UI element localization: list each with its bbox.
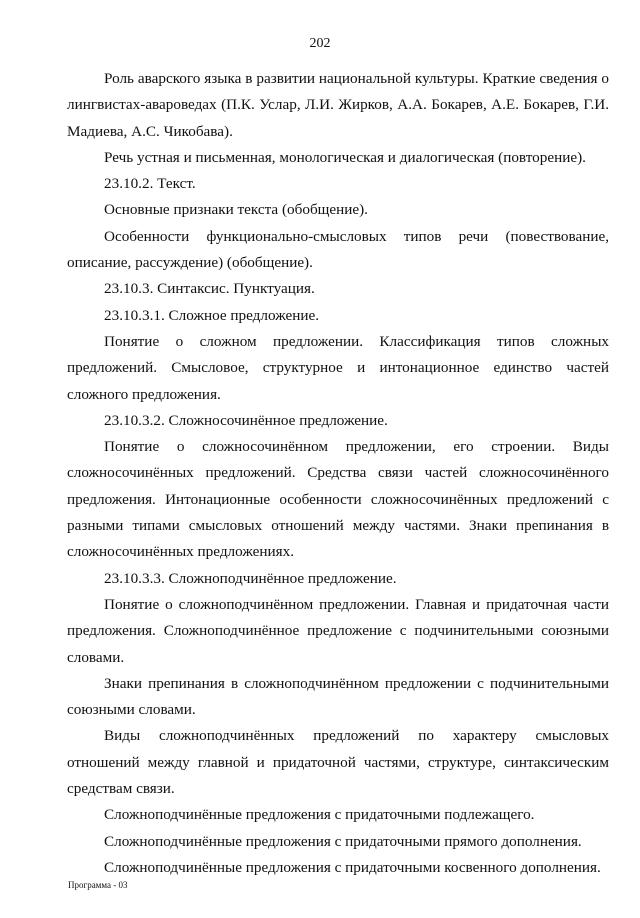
paragraph: Особенности функционально-смысловых типов речи (повествование, описание, рассуждение) (обобщение). bbox=[67, 227, 609, 272]
section-heading: 23.10.3.1. Сложное предложение. bbox=[104, 306, 320, 324]
page-number: 202 bbox=[309, 36, 331, 51]
body-text bbox=[67, 66, 609, 881]
paragraph: Сложноподчинённые предложения с придаточными косвенного дополнения. bbox=[104, 858, 601, 876]
paragraph: Понятие о сложносочинённом предложении, его строении. Виды сложносочинённых предложений. Средства связи частей сложносочинённого предложения. Интонационные особенности сложносочинённых предложений с разными типами смысловых отношений между частями. Знаки препинания в сложносочинённых предложениях. bbox=[67, 438, 609, 561]
section-heading: 23.10.3.2. Сложносочинённое предложение. bbox=[104, 411, 388, 429]
paragraph: Понятие о сложном предложении. Классификация типов сложных предложений. Смысловое, структурное и интонационное единство частей сложного предложения. bbox=[67, 332, 609, 403]
section-heading: 23.10.3. Синтаксис. Пунктуация. bbox=[104, 280, 315, 298]
paragraph: Речь устная и письменная, монологическая и диалогическая (повторение). bbox=[104, 148, 586, 166]
paragraph: Основные признаки текста (обобщение). bbox=[104, 201, 368, 219]
paragraph: Сложноподчинённые предложения с придаточными прямого дополнения. bbox=[104, 832, 582, 850]
section-heading: 23.10.2. Текст. bbox=[104, 175, 196, 193]
paragraph: Роль аварского языка в развитии национальной культуры. Краткие сведения о лингвистах-авароведах (П.К. Услар, Л.И. Жирков, А.А. Бокарев, А.Е. Бокарев, Г.И. Мадиева, А.С. Чикобава). bbox=[67, 70, 609, 140]
section-heading: 23.10.3.3. Сложноподчинённое предложение. bbox=[104, 569, 397, 587]
paragraph: Знаки препинания в сложноподчинённом предложении с подчинительными союзными словами. bbox=[67, 674, 609, 719]
paragraph: Виды сложноподчинённых предложений по характеру смысловых отношений между главной и придаточной частями, структуре, синтаксическим средствам связи. bbox=[67, 727, 609, 798]
paragraph: Сложноподчинённые предложения с придаточными подлежащего. bbox=[104, 806, 535, 824]
page-footer: Программа - 03 bbox=[68, 880, 128, 890]
paragraph: Понятие о сложноподчинённом предложении. Главная и придаточная части предложения. Сложноподчинённое предложение с подчинительными союзными словами. bbox=[67, 595, 609, 666]
